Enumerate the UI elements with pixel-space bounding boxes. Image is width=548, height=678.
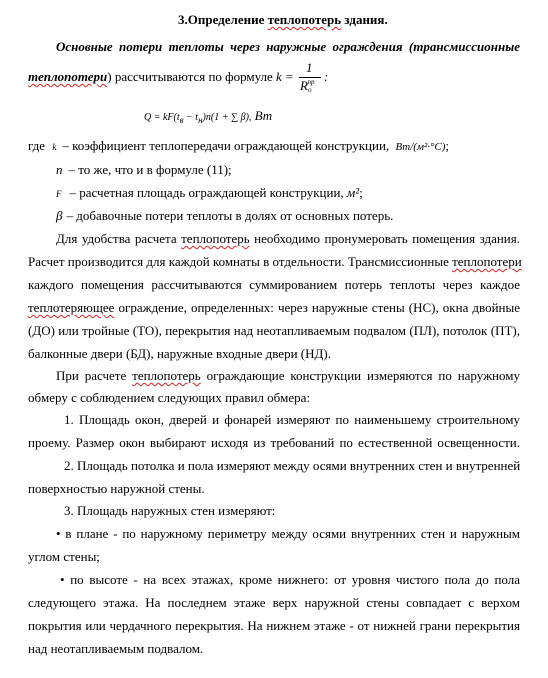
definition-f: F – расчетная площадь ограждающей конструкции, м²; — [56, 185, 363, 200]
para1-line-4: теплотеряющее ограждение, определенных: через наружные стены (НС), окна двойные — [28, 300, 520, 315]
corner-mark: ·· — [514, 0, 519, 4]
bullet-2-line-1: • по высоте - на всех этажах, кроме нижнего: от уровня чистого пола до пола — [60, 572, 520, 587]
definition-k: где k – коэффициент теплопередачи ограждающей конструкции, Вт/(м²·°С); — [28, 138, 450, 153]
bullet-2-line-3: покрытия или чердачного перекрытия. На нижнем этаже - от нижней грани перекрытия — [28, 618, 520, 633]
para1-line-5: (ДО) или тройные (ТО), перекрытия над неотапливаемым подвалом (ПЛ), потолок (ПТ), — [28, 323, 520, 338]
para2-line-2: обмеру с соблюдением следующих правил обмера: — [28, 390, 311, 405]
definition-n: n – то же, что и в формуле (11); — [56, 162, 232, 177]
main-formula: $Q = kF(t_в - t_н)n(1$ + ∑ β), Вт — [144, 108, 273, 125]
formula-k: k = 1 $R_о^{пр}$ : — [276, 60, 329, 94]
para1-line-2: Расчет производится для каждой комнаты в отдельности. Трансмиссионные теплопотери — [28, 254, 522, 269]
intro-line-2: теплопотери) рассчитываются по формуле — [28, 69, 273, 84]
para1-line-3: каждого помещения рассчитываются суммированием потерь теплоты через каждое — [28, 277, 520, 292]
rule-2-line-1: 2. Площадь потолка и пола измеряют между осями внутренних стен и внутренней — [64, 458, 521, 473]
bullet-2-line-2: следующего этажа. На последнем этаже верх наружной стены совпадает с верхом — [28, 595, 520, 610]
rule-3: 3. Площадь наружных стен измеряют: — [64, 503, 276, 518]
para1-line-6: балконные двери (БД), наружные входные двери (НД). — [28, 346, 331, 361]
rule-2-line-2: поверхностью наружной стены. — [28, 481, 205, 496]
bullet-1-line-2: углом стены; — [28, 549, 100, 564]
section-heading: 3.Определение теплопотерь здания. — [178, 12, 388, 27]
rule-1-line-1: 1. Площадь окон, дверей и фонарей измеряют по наименьшему строительному — [64, 412, 520, 427]
para2-line-1: При расчете теплопотерь ограждающие конструкции измеряются по наружному — [56, 368, 520, 383]
para1-line-1: Для удобства расчета теплопотерь необходимо пронумеровать помещения здания. — [56, 231, 520, 246]
definition-beta: β – добавочные потери теплоты в долях от основных потерь. — [56, 208, 394, 223]
bullet-2-line-4: над неотапливаемым подвалом. — [28, 641, 204, 656]
bullet-1-line-1: • в плане - по наружному периметру между осями внутренних стен и наружным — [56, 526, 520, 541]
rule-1-line-2: проему. Размер окон выбирают исходя из требований по естественной освещенности. — [28, 435, 520, 450]
intro-line-1: Основные потери теплоты через наружные ограждения (трансмиссионные — [56, 39, 520, 54]
